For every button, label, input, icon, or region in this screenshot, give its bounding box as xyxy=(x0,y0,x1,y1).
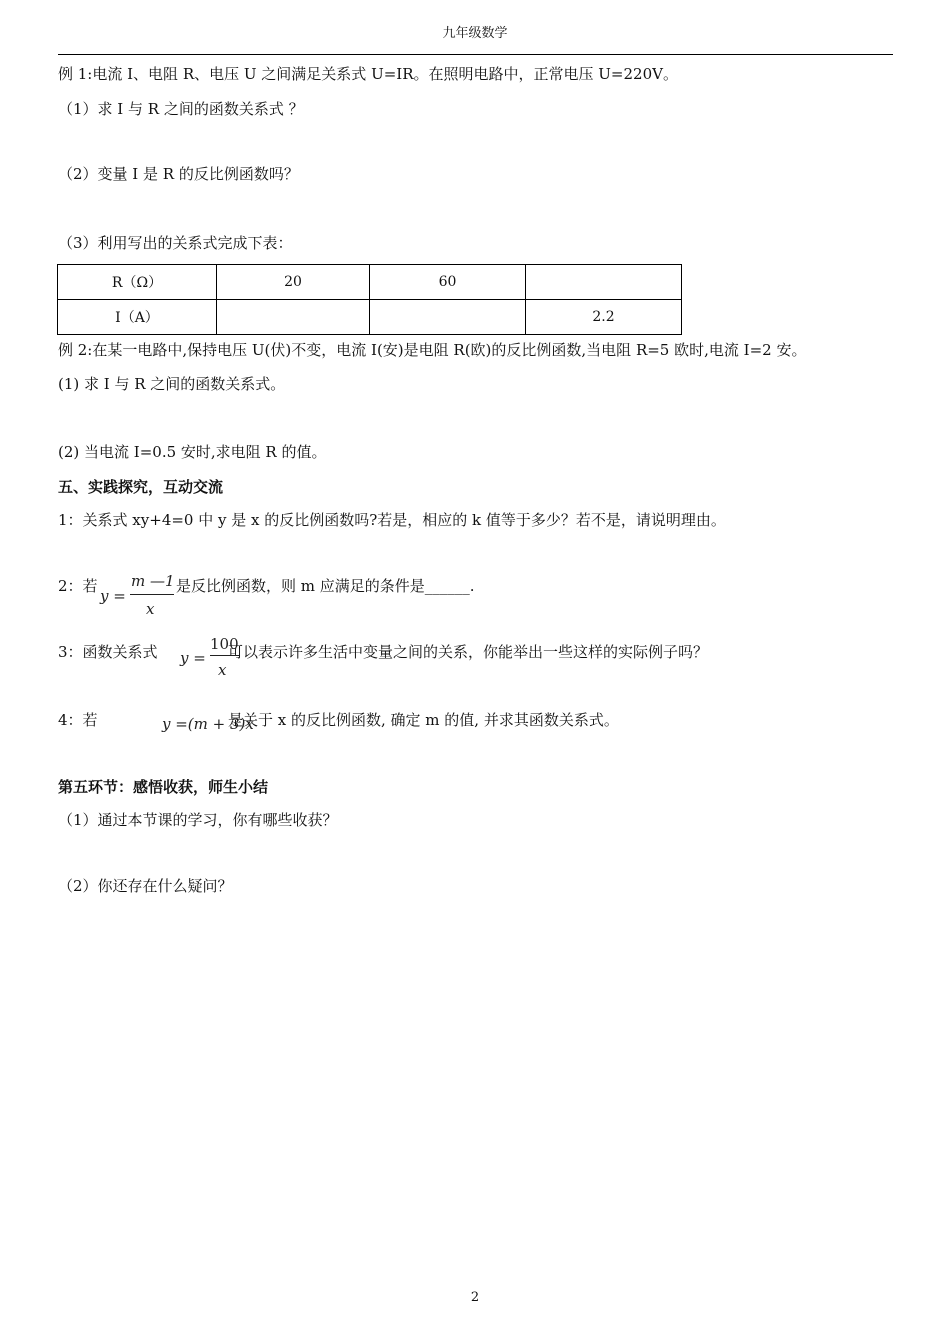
table-cell: 20 xyxy=(217,265,370,300)
example1-q1: （1）求 I 与 R 之间的函数关系式 ？ xyxy=(58,100,304,118)
formula-numerator: 100 xyxy=(210,635,239,653)
example1-q3: （3）利用写出的关系式完成下表： xyxy=(58,234,293,252)
formula-m-plus-3-x: y =(m + 3)x xyxy=(162,715,254,733)
table-cell: 60 xyxy=(370,265,526,300)
table-cell xyxy=(217,300,370,335)
table-row xyxy=(58,300,682,335)
table-cell: I（A） xyxy=(58,300,217,335)
table-cell: 2.2 xyxy=(526,300,682,335)
table-cell xyxy=(370,300,526,335)
table-cell xyxy=(526,265,682,300)
section5-item4-prefix: 4：若 xyxy=(58,711,98,729)
fraction-bar xyxy=(130,594,174,595)
section5-item4-suffix: 是关于 x 的反比例函数, 确定 m 的值, 并求其函数关系式。 xyxy=(228,711,619,729)
formula-denominator: x xyxy=(146,600,155,618)
section5-item2-suffix: 是反比例函数，则 m 应满足的条件是______. xyxy=(176,577,475,595)
resistance-current-table xyxy=(57,264,682,335)
formula-numerator: m —1 xyxy=(131,572,175,590)
table-row xyxy=(58,265,682,300)
example2-q1: (1) 求 I 与 R 之间的函数关系式。 xyxy=(58,375,286,393)
summary-title: 第五环节：感悟收获，师生小结 xyxy=(58,778,269,796)
formula-denominator: x xyxy=(218,661,227,679)
section5-item3-suffix: 可以表示许多生活中变量之间的关系，你能举出一些这样的实际例子吗？ xyxy=(228,643,709,661)
table-cell: R（Ω） xyxy=(58,265,217,300)
summary-q1: （1）通过本节课的学习，你有哪些收获？ xyxy=(58,811,338,829)
example1-q2: （2）变量 I 是 R 的反比例函数吗？ xyxy=(58,165,299,183)
example1-intro: 例 1:电流 I、电阻 R、电压 U 之间满足关系式 U=IR。在照明电路中，正常电压 U=220V。 xyxy=(58,65,678,83)
summary-q2: （2）你还存在什么疑问？ xyxy=(58,877,233,895)
section5-item2-prefix: 2：若 xyxy=(58,577,98,595)
formula-lhs: y = xyxy=(180,649,206,667)
example2-intro: 例 2:在某一电路中,保持电压 U(伏)不变，电流 I(安)是电阻 R(欧)的反比例函数,当电阻 R=5 欧时,电流 I=2 安。 xyxy=(58,341,807,359)
page-header: 九年级数学 xyxy=(442,26,508,41)
page-number: 2 xyxy=(470,1290,480,1305)
formula-lhs: y = xyxy=(100,587,126,605)
example2-q2: (2) 当电流 I=0.5 安时,求电阻 R 的值。 xyxy=(58,443,327,461)
section5-item3-prefix: 3：函数关系式 xyxy=(58,643,158,661)
header-rule xyxy=(58,54,893,55)
section5-title: 五、实践探究，互动交流 xyxy=(58,478,224,496)
section5-item1: 1：关系式 xy+4=0 中 y 是 x 的反比例函数吗?若是，相应的 k 值等于多少？若不是，请说明理由。 xyxy=(58,511,726,529)
